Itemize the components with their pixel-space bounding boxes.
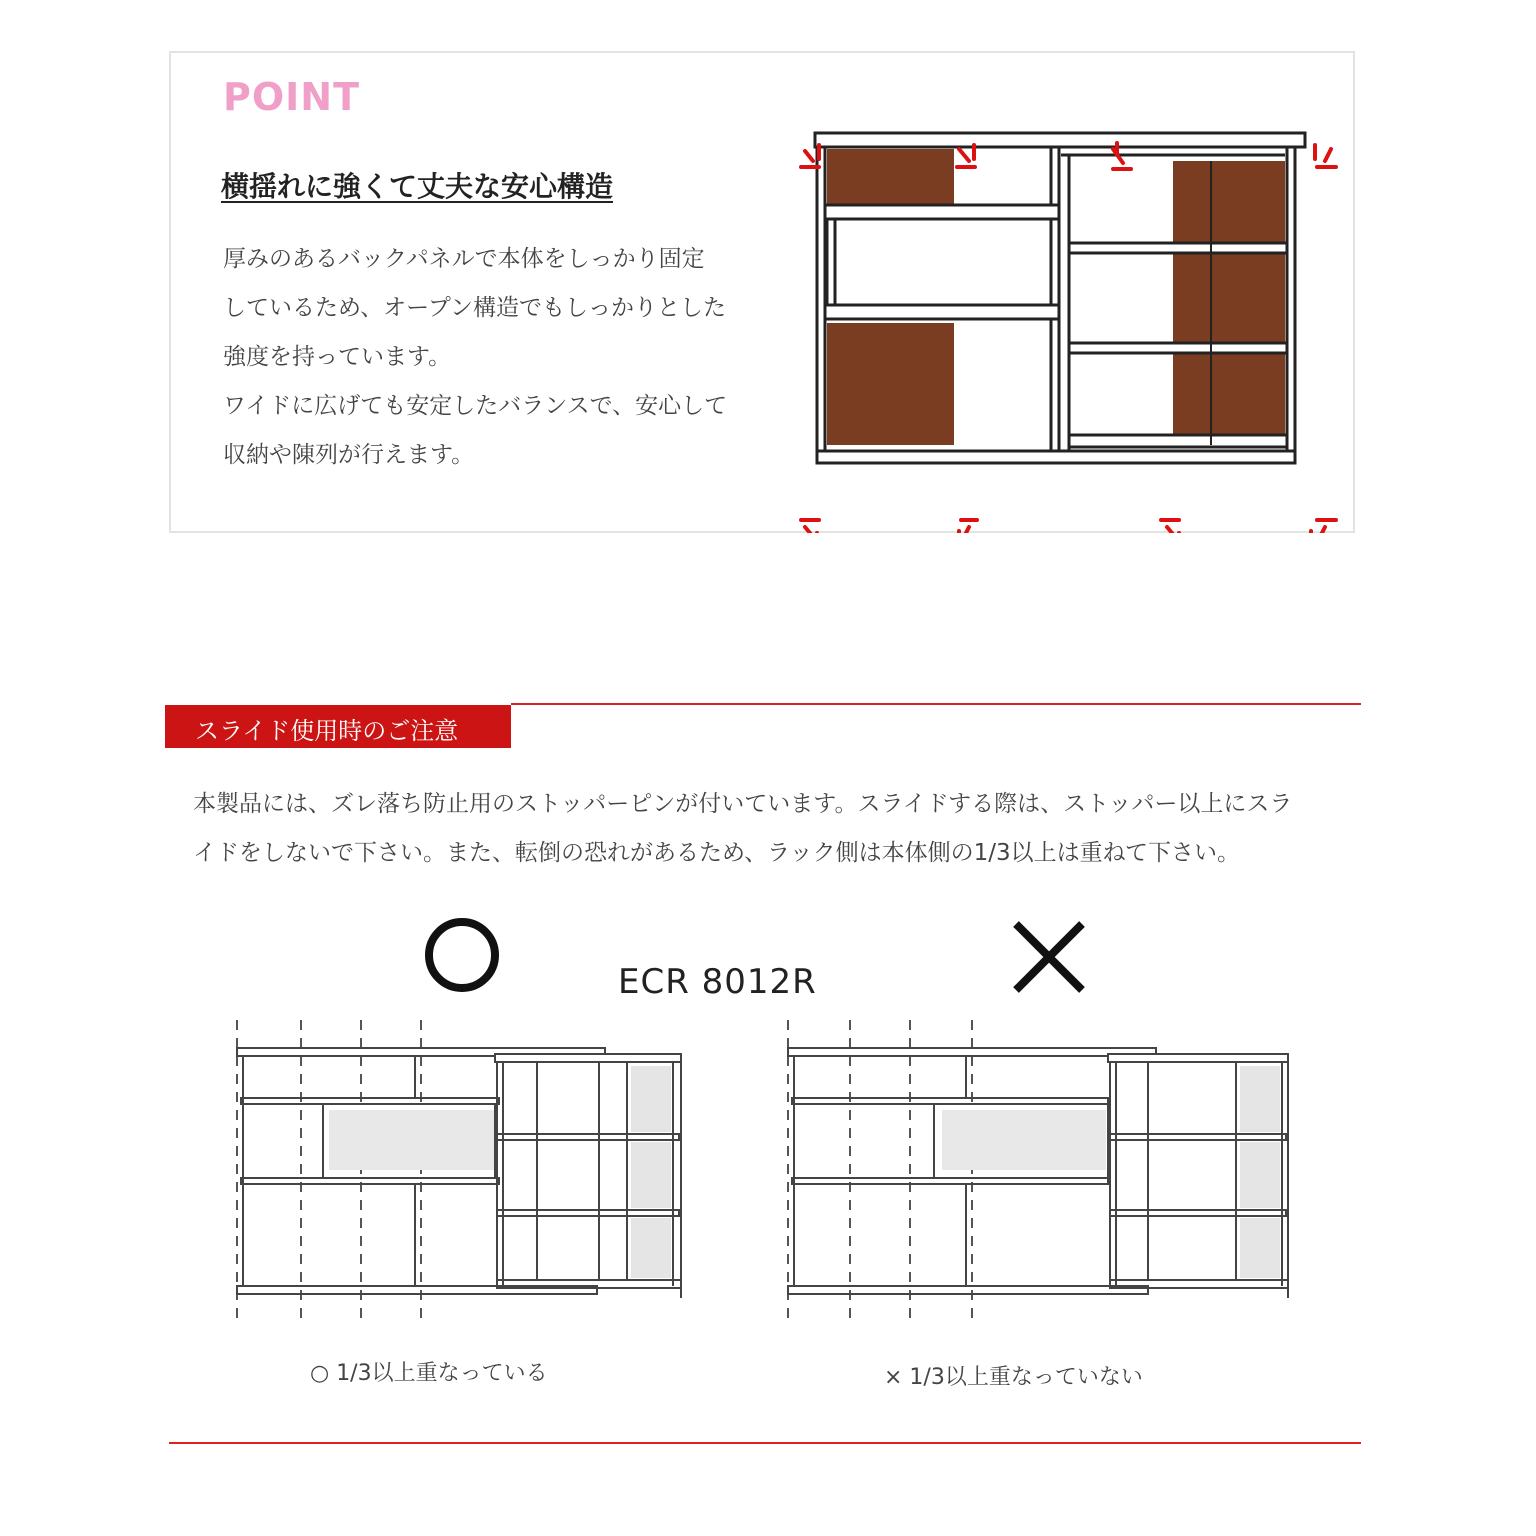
ng-caption: × 1/3以上重なっていない — [884, 1365, 1143, 1390]
notice-text-line: イドをしないで下さい。また、転倒の恐れがあるため、ラック側は本体側の1/3以上は重ねて下さい。 — [193, 840, 1241, 866]
point-label: POINT — [223, 75, 361, 119]
point-section — [169, 51, 1355, 533]
notice-text — [193, 780, 1343, 878]
ok-overlap-diagram — [225, 1018, 695, 1328]
model-number: ECR 8012R — [618, 962, 817, 1002]
ok-circle-icon — [422, 915, 502, 995]
notice-title: スライド使用時のご注意 — [195, 717, 459, 745]
notice-text-line: 本製品には、ズレ落ち防止用のストッパーピンが付いています。スライドする際は、ストッパー以上にスラ — [193, 791, 1293, 817]
point-body-line: 強度を持っています。 — [223, 344, 452, 370]
point-body-line: しているため、オープン構造でもしっかりとした — [223, 295, 727, 321]
notice-divider — [511, 703, 1361, 705]
point-heading: 横揺れに強くて丈夫な安心構造 — [221, 170, 614, 203]
point-body-line: 厚みのあるバックパネルで本体をしっかり固定 — [223, 246, 705, 272]
bottom-divider — [169, 1442, 1361, 1444]
point-body-line: 収納や陳列が行えます。 — [223, 442, 475, 468]
brown-back-panels — [827, 149, 1285, 445]
ng-cross-icon — [1010, 918, 1088, 996]
ok-caption: ○ 1/3以上重なっている — [310, 1361, 548, 1386]
notice-title-band — [165, 705, 511, 748]
point-body-line: ワイドに広げても安定したバランスで、安心して — [223, 393, 728, 419]
ng-overlap-diagram — [778, 1018, 1298, 1328]
cabinet-illustration — [781, 83, 1341, 533]
point-body — [223, 235, 743, 480]
